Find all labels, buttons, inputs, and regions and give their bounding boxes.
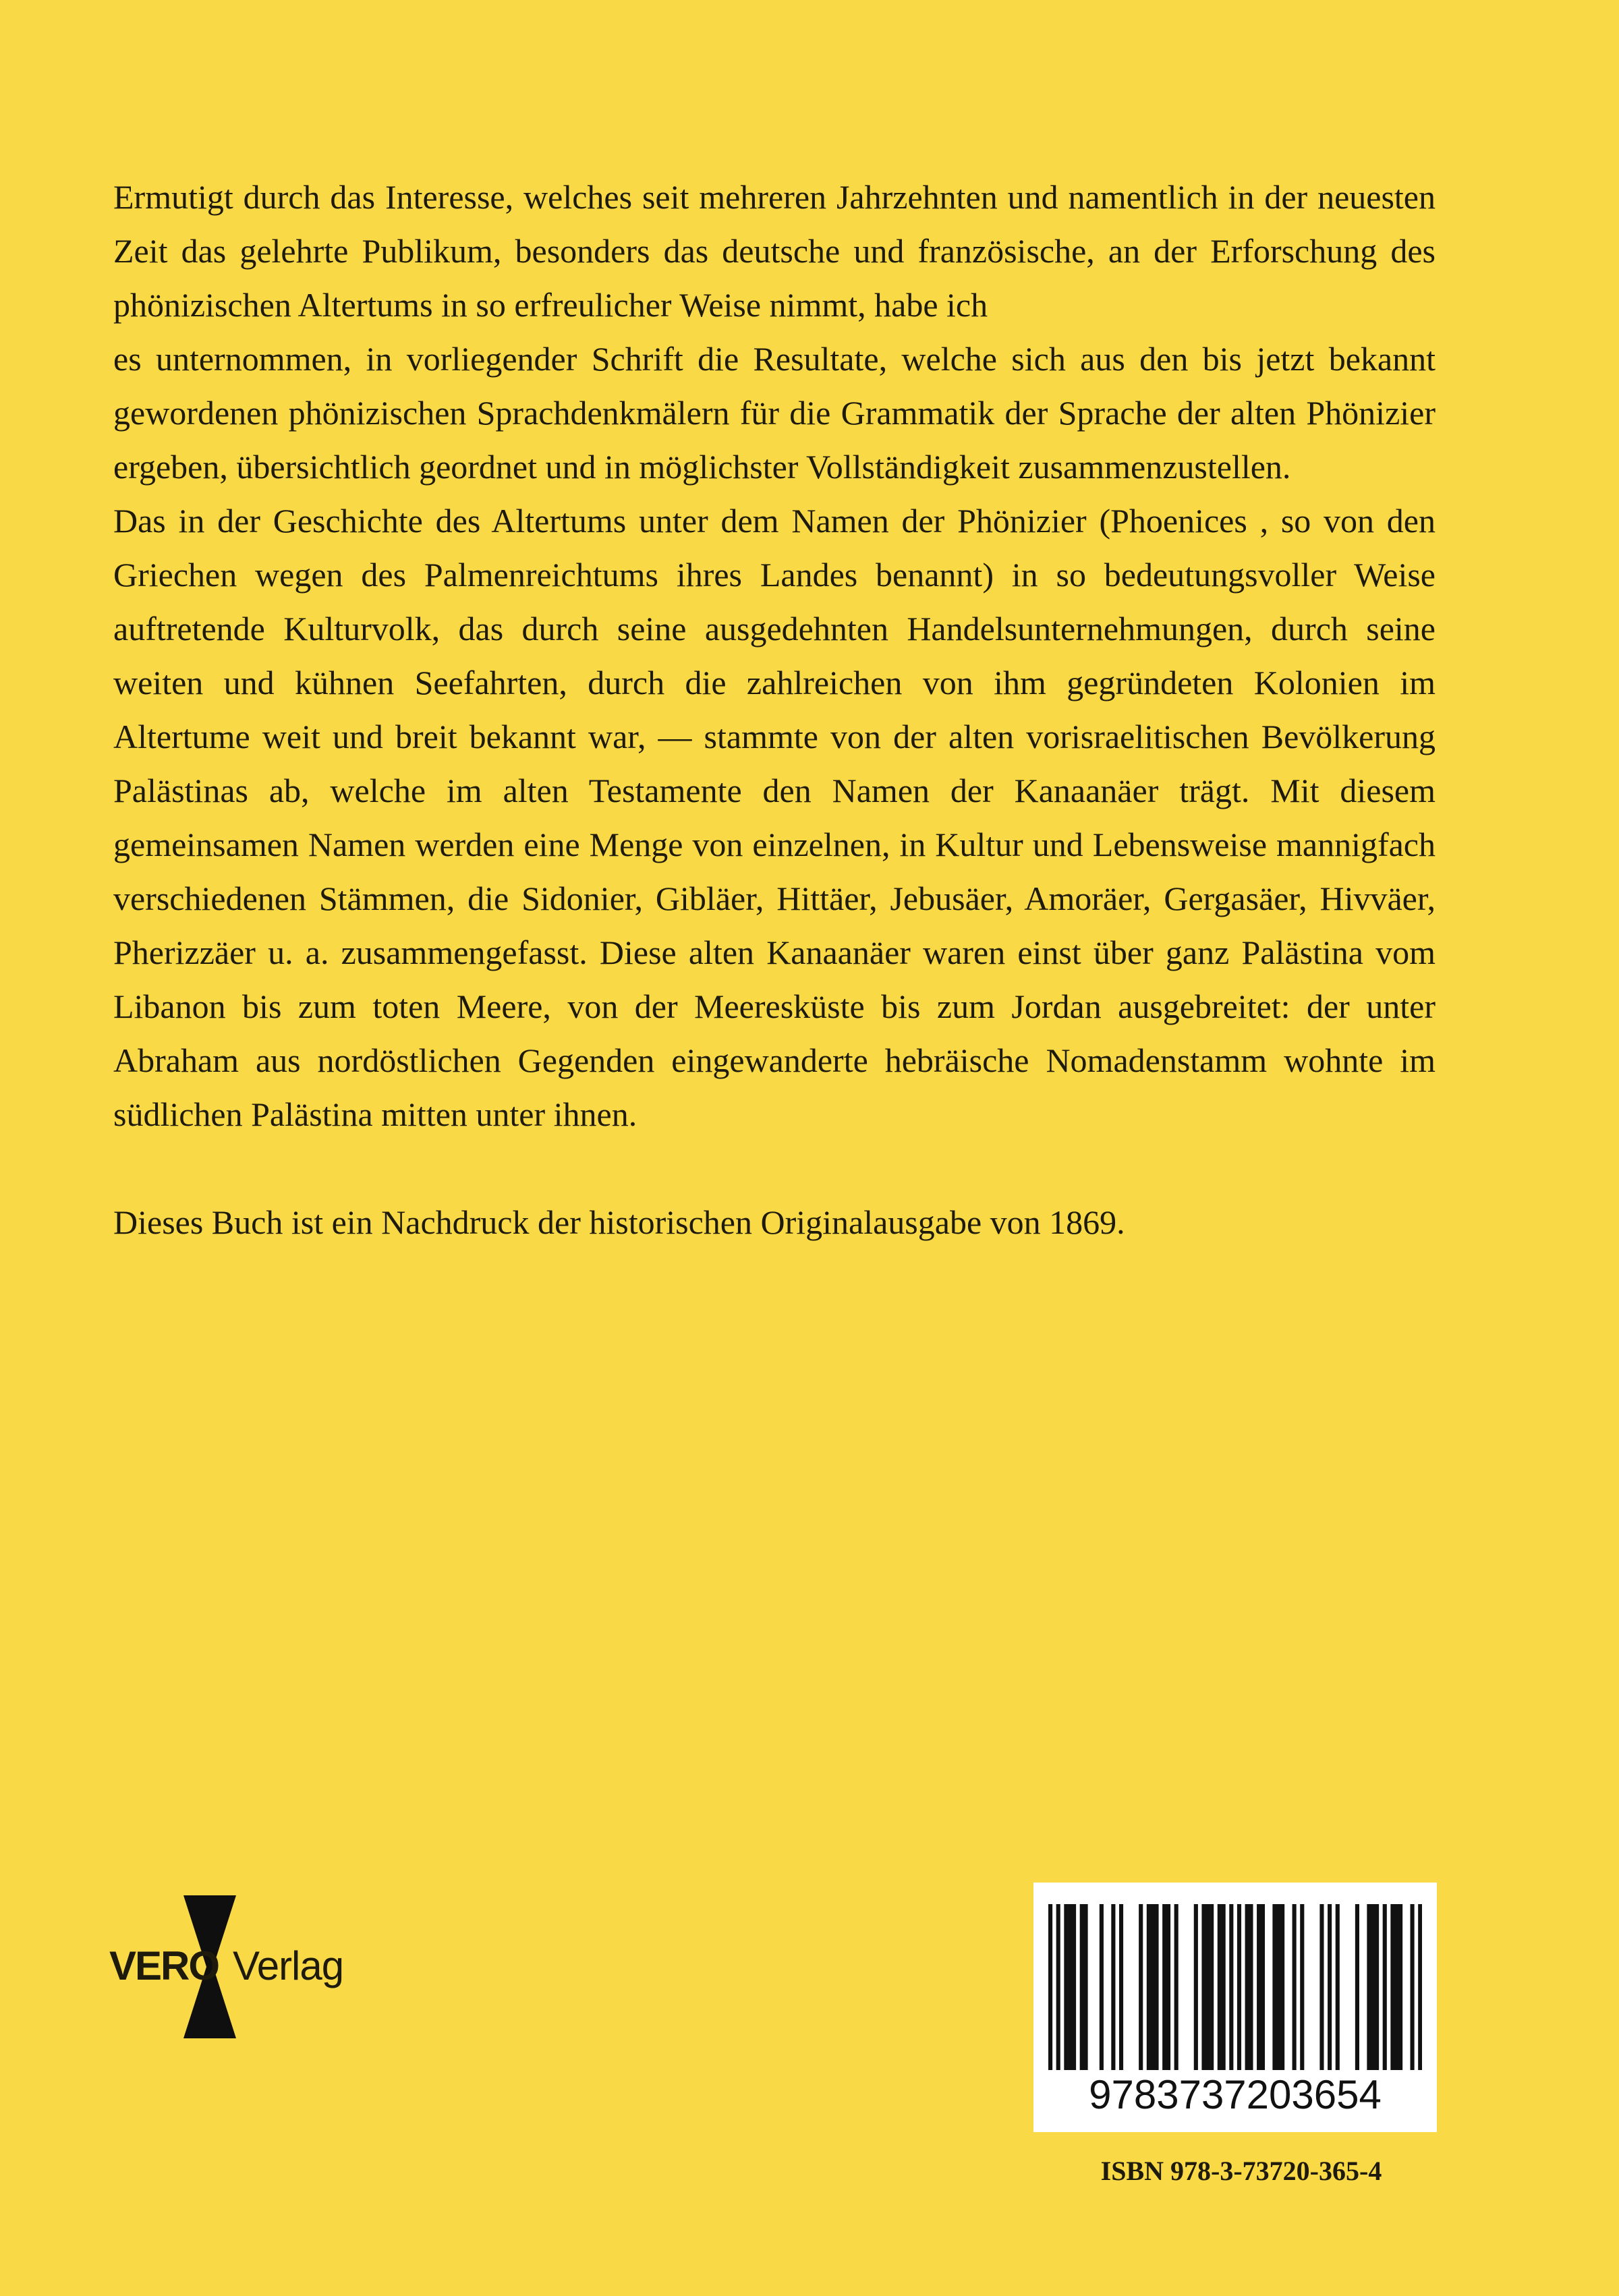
barcode-bar (1201, 1904, 1205, 2070)
barcode-bar (1336, 1904, 1340, 2070)
barcode-bar (1056, 1904, 1060, 2070)
barcode-bar (1276, 1904, 1280, 2070)
barcode-bar (1319, 1904, 1324, 2070)
barcode-bar (1166, 1904, 1170, 2070)
isbn-label: ISBN 978-3-73720-365-4 (1100, 2156, 1382, 2186)
back-cover-blurb (113, 170, 1436, 1249)
barcode-bar (1261, 1904, 1265, 2070)
barcode-bar (1154, 1904, 1158, 2070)
isbn-barcode (1033, 1883, 1437, 2132)
barcode-bar (1375, 1904, 1379, 2070)
barcode-bar (1072, 1904, 1076, 2070)
barcode-bar (1210, 1904, 1214, 2070)
barcode-bar (1371, 1904, 1375, 2070)
barcode-bar (1367, 1904, 1371, 2070)
barcode-bar (1080, 1904, 1084, 2070)
barcode-bar (1083, 1904, 1087, 2070)
barcode-bar (1048, 1904, 1052, 2070)
barcode-bar (1218, 1904, 1222, 2070)
publisher-name-vero: VERO (109, 1943, 219, 1988)
publisher-name-verlag: Verlag (233, 1943, 344, 1988)
reprint-note: Dieses Buch ist ein Nachdruck der historischen Originalausgabe von 1869. (113, 1203, 1125, 1241)
barcode-bar (1249, 1904, 1253, 2070)
barcode-bar (1162, 1904, 1166, 2070)
barcode-digits: 9783737203654 (1089, 2072, 1382, 2117)
barcode-bar (1205, 1904, 1210, 2070)
blurb-paragraph-history: Das in der Geschichte des Altertums unter dem Namen der Phönizier (Phoenices , so von den Griechen wegen des Palmenreichtums ihres Landes benannt) in so bedeutungsvoller Weise auftretende Kulturvolk, das durch seine ausgedehnten Handelsunternehmungen, durch seine weiten und kühnen Seefahrten, durch die zahlreichen von ihm gegründeten Kolonien im Altertume weit und breit bekannt war, — stammte von der alten vorisraelitischen Bevölkerung Palästinas ab, welche im alten Testamente den Namen der Kanaanäer trägt. Mit diesem gemeinsamen Namen werden eine Menge von einzelnen, in Kultur und Lebensweise mannigfach verschiedenen Stämmen, die Sidonier, Gibläer, Hittäer, Jebusäer, Amoräer, Gergasäer, Hivväer, Pherizzäer u. a. zusammengefasst. Diese alten Kanaanäer waren einst über ganz Palästina vom Libanon bis zum toten Meere, von der Meeresküste bis zum Jordan ausgebreitet: der unter Abraham aus nordöstlichen Gegenden eingewanderte hebräische Nomadenstamm wohnte im südlichen Palästina mitten unter ihnen. (113, 502, 1436, 1133)
barcode-bar (1390, 1904, 1394, 2070)
barcode-bar (1147, 1904, 1151, 2070)
barcode-bar (1383, 1904, 1387, 2070)
barcode-bar (1245, 1904, 1249, 2070)
barcode-bar (1139, 1904, 1143, 2070)
barcode-bar (1272, 1904, 1276, 2070)
barcode-bar (1119, 1904, 1123, 2070)
barcode-bar (1174, 1904, 1178, 2070)
barcode-bar (1355, 1904, 1359, 2070)
barcode-bar (1064, 1904, 1068, 2070)
barcode-bar (1068, 1904, 1072, 2070)
barcode-bar (1300, 1904, 1304, 2070)
barcode-bar (1328, 1904, 1332, 2070)
barcode-bar (1411, 1904, 1415, 2070)
barcode-bar (1100, 1904, 1104, 2070)
barcode-bar (1237, 1904, 1241, 2070)
publisher-logo (109, 1895, 344, 2038)
barcode-bar (1293, 1904, 1297, 2070)
barcode-bar (1418, 1904, 1422, 2070)
barcode-bar (1111, 1904, 1115, 2070)
barcode-bar (1229, 1904, 1233, 2070)
blurb-paragraph-intro: Ermutigt durch das Interesse, welches seit mehreren Jahrzehnten und namentlich in der neuesten Zeit das gelehrte Publikum, besonders das deutsche und französische, an der Erforschung des phönizischen Altertums in so erfreulicher Weise nimmt, habe ich (113, 178, 1436, 324)
barcode-bar (1394, 1904, 1398, 2070)
barcode-bar (1151, 1904, 1155, 2070)
barcode-bar (1398, 1904, 1402, 2070)
barcode-bars (1048, 1904, 1422, 2070)
barcode-bar (1280, 1904, 1284, 2070)
blurb-paragraph-purpose: es unternommen, in vorliegender Schrift die Resultate, welche sich aus den bis jetzt bekannt gewordenen phönizischen Sprachdenkmälern für die Grammatik der Sprache der alten Phönizier ergeben, übersichtlich geordnet und in möglichster Vollständigkeit zusammenzustellen. (113, 340, 1436, 486)
barcode-bar (1257, 1904, 1261, 2070)
barcode-bar (1194, 1904, 1198, 2070)
barcode-bar (1222, 1904, 1226, 2070)
